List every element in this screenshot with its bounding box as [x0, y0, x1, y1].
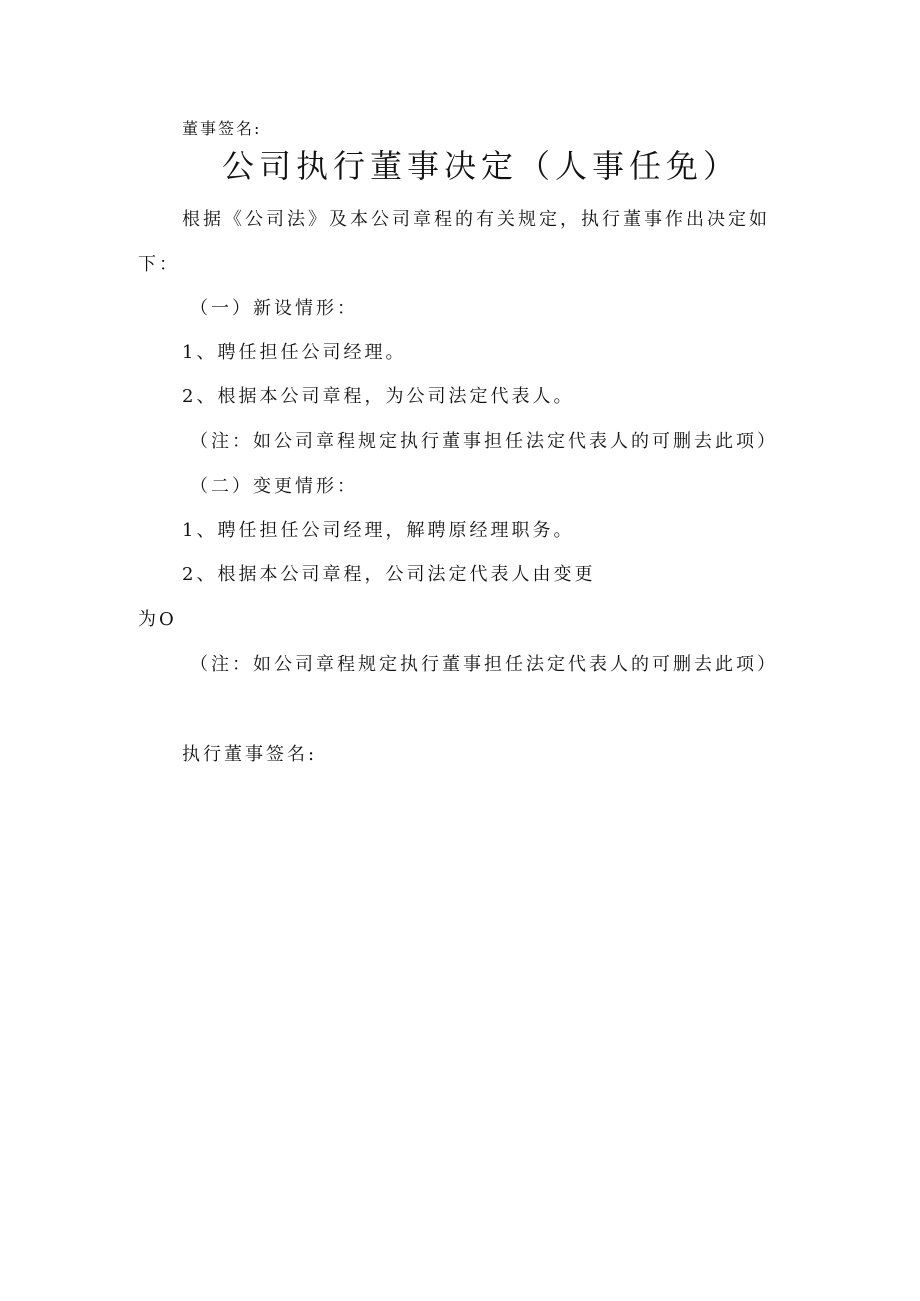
section-new-heading: （一）新设情形： — [190, 298, 358, 319]
section-new-note: （注：如公司章程规定执行董事担任法定代表人的可删去此项） — [190, 431, 778, 452]
document-title: 公司执行董事决定（人事任免） — [222, 147, 741, 185]
section-change-item-2-line-2: 为O — [138, 609, 177, 630]
executive-director-signature-label: 执行董事签名: — [182, 744, 318, 765]
intro-paragraph-line-1: 根据《公司法》及本公司章程的有关规定，执行董事作出决定如 — [182, 209, 770, 230]
director-signature-label: 董事签名: — [182, 119, 262, 138]
section-change-item-1: 1、聘任担任公司经理，解聘原经理职务。 — [182, 520, 575, 541]
section-change-item-2-line-1: 2、根据本公司章程，公司法定代表人由变更 — [182, 564, 596, 585]
section-new-item-1: 1、聘任担任公司经理。 — [182, 342, 407, 363]
section-change-note: （注：如公司章程规定执行董事担任法定代表人的可删去此项） — [190, 654, 778, 675]
section-new-item-2: 2、根据本公司章程，为公司法定代表人。 — [182, 386, 575, 407]
section-change-heading: （二）变更情形： — [190, 476, 358, 497]
intro-paragraph-line-2: 下： — [138, 254, 180, 275]
